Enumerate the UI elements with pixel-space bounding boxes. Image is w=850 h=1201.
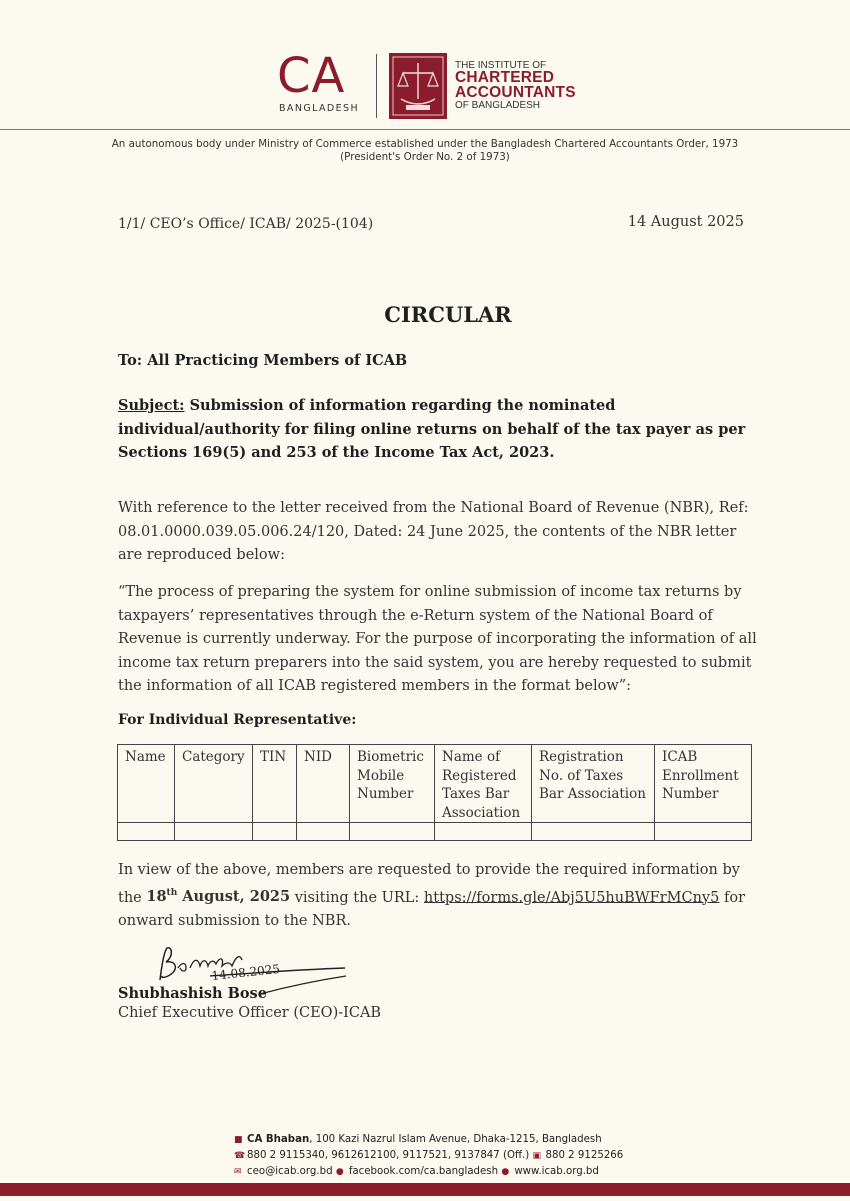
- autonomous-line-2: (President's Order No. 2 of 1973): [340, 151, 510, 163]
- globe-icon: ●: [501, 1167, 510, 1177]
- circular-date: 14 August 2025: [627, 214, 744, 230]
- footer-bar: [0, 1183, 850, 1196]
- table-cell: [655, 823, 752, 841]
- institute-name-chartered: CHARTERED: [455, 69, 555, 86]
- form-url-link[interactable]: https://forms.gle/Abj5U5huBWFrMCny5: [423, 889, 720, 906]
- institute-seal-icon: [389, 53, 447, 119]
- addressee: To: All Practicing Members of ICAB: [118, 352, 408, 369]
- footer-address-bold: CA Bhaban: [247, 1134, 310, 1145]
- subject: [118, 394, 758, 465]
- deadline-date: [146, 888, 290, 905]
- table-header-cell: TIN: [253, 745, 297, 823]
- reference-number: 1/1/ CEO’s Office/ ICAB/ 2025-(104): [118, 216, 374, 232]
- header-divider: [0, 129, 850, 130]
- table-cell: [435, 823, 532, 841]
- table-header-cell: NID: [297, 745, 350, 823]
- institute-name-suffix: OF BANGLADESH: [455, 100, 541, 111]
- table-header-cell: ICAB Enrollment Number: [655, 745, 752, 823]
- autonomous-statement: [0, 138, 850, 164]
- individual-representative-label: For Individual Representative:: [118, 712, 357, 728]
- facebook-icon: ●: [335, 1167, 344, 1177]
- table-row: [118, 823, 752, 841]
- footer-phone-line: [234, 1148, 624, 1164]
- institute-name-main: [455, 71, 576, 100]
- table-cell: [253, 823, 297, 841]
- subject-label: Subject:: [118, 397, 185, 414]
- table-header-cell: Registration No. of Taxes Bar Association: [532, 745, 655, 823]
- fax-icon: ▣: [532, 1151, 541, 1161]
- table-cell: [118, 823, 175, 841]
- table-cell: [532, 823, 655, 841]
- signer-name: Shubhashish Bose: [118, 985, 267, 1002]
- signer-title: Chief Executive Officer (CEO)-ICAB: [118, 1005, 382, 1021]
- table-header-row: [118, 745, 752, 823]
- footer-address-line: [234, 1132, 624, 1148]
- deadline-day-suffix: th: [166, 888, 178, 899]
- autonomous-line-1: An autonomous body under Ministry of Commerce established under the Bangladesh Chartered Accountants Order, 1973: [111, 138, 739, 150]
- table-header-cell: Name of Registered Taxes Bar Association: [435, 745, 532, 823]
- logo-divider: [376, 54, 377, 118]
- request-text-before-date: In view of the above, members are requested to provide the required information by the: [118, 862, 740, 906]
- request-text-mid: visiting the URL:: [290, 889, 424, 906]
- footer-email[interactable]: ceo@icab.org.bd: [247, 1166, 333, 1177]
- subject-text: Submission of information regarding the nominated individual/authority for filing online returns on behalf of the tax payer as per Sections 169(5) and 253 of the Income Tax Act, 2023.: [118, 397, 746, 461]
- footer-facebook[interactable]: facebook.com/ca.bangladesh: [348, 1166, 499, 1177]
- table-cell: [350, 823, 435, 841]
- ca-logo-letters: CA: [277, 48, 346, 104]
- deadline-month-year: August, 2025: [177, 888, 291, 906]
- signature-date: 14.08.2025: [210, 961, 281, 983]
- paragraph-request: [118, 859, 758, 933]
- home-icon: ■: [234, 1135, 243, 1145]
- table-header-cell: Category: [175, 745, 253, 823]
- paragraph-reference: With reference to the letter received from the National Board of Revenue (NBR), Ref: 08.01.0000.039.05.006.24/120, Dated: 24 June 2025, the contents of the NBR letter are reproduced below:: [118, 500, 749, 563]
- footer-web-line: [234, 1164, 624, 1180]
- footer-contact: [234, 1132, 624, 1180]
- phone-icon: ☎: [234, 1151, 246, 1161]
- institute-name-prefix: THE INSTITUTE OF: [455, 60, 547, 71]
- table-header-cell: Biometric Mobile Number: [350, 745, 435, 823]
- representative-format-table: [117, 744, 752, 841]
- institute-name-accountants: ACCOUNTANTS: [455, 83, 576, 101]
- table-header-cell: Name: [118, 745, 175, 823]
- table-cell: [175, 823, 253, 841]
- email-icon: ✉: [234, 1167, 242, 1177]
- ca-logo-country: BANGLADESH: [279, 103, 359, 114]
- ca-logo: [277, 48, 369, 118]
- request-text-after: for onward submission to the NBR.: [118, 889, 745, 929]
- table-cell: [297, 823, 350, 841]
- footer-fax: 880 2 9125266: [545, 1150, 624, 1161]
- page-title: CIRCULAR: [384, 302, 512, 327]
- footer-phones: 880 2 9115340, 9612612100, 9117521, 9137847 (Off.): [247, 1150, 530, 1161]
- paragraph-nbr-quote: “The process of preparing the system for online submission of income tax returns by taxpayers’ representatives through the e-Return system of the National Board of Revenue is currently underway. For the purpose of incorporating the information of all income tax return preparers into the said system, you are hereby requested to submit the information of all ICAB registered members in the format below”:: [118, 584, 757, 694]
- deadline-day: 18: [146, 888, 167, 906]
- footer-address: , 100 Kazi Nazrul Islam Avenue, Dhaka-1215, Bangladesh: [309, 1134, 602, 1145]
- footer-website[interactable]: www.icab.org.bd: [514, 1166, 599, 1177]
